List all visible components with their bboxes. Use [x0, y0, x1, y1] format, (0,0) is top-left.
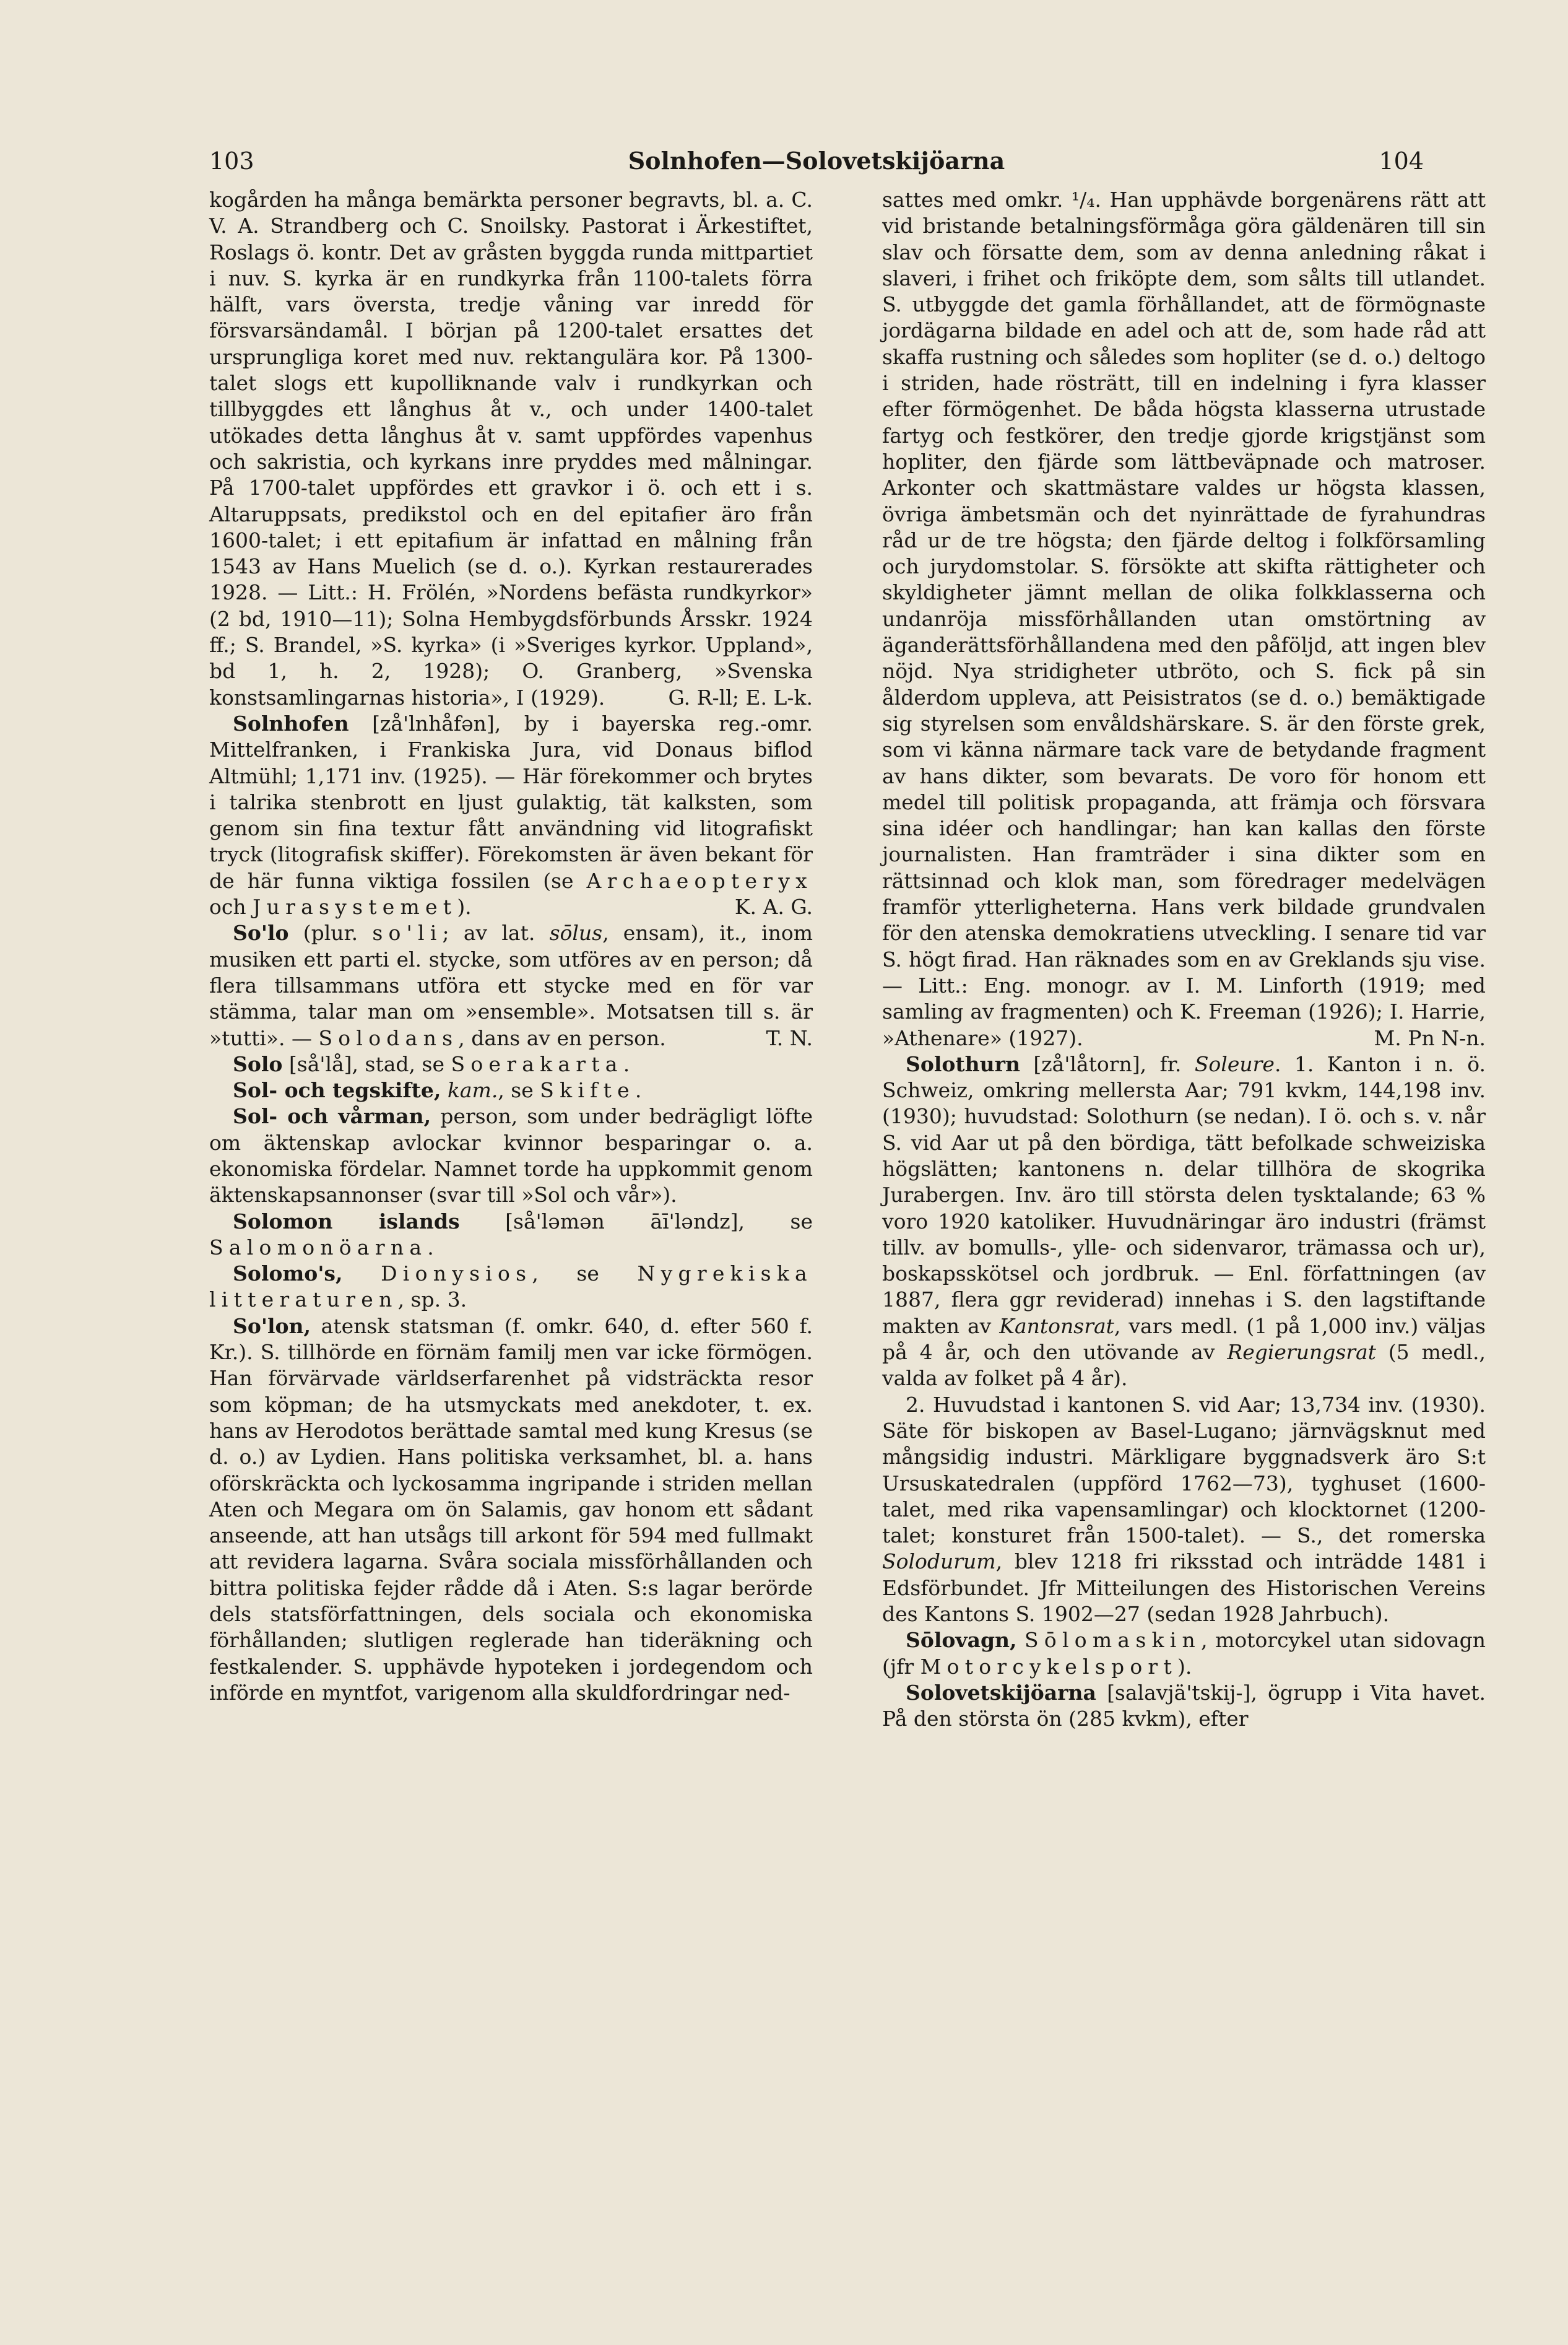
- entry-solon: [209, 1313, 813, 1706]
- solo-text4: , dans av en person.: [458, 1025, 666, 1050]
- solothurn-solodurum: Solodurum: [882, 1549, 996, 1574]
- headword-sol-och-varman: Sol- och vårman,: [233, 1104, 431, 1129]
- solnhofen-end: ).: [457, 895, 472, 920]
- solothurn-text2: . 1. Kanton i n. ö. Schweiz, omkring mellersta Aar; 791 kvkm, 144,198 inv. (1930); huvudstad: Solothurn (se nedan). I ö. och s. v. når S. vid Aar ut på den bördiga, tätt befolkade schweiziska högslätten; kantonens n. delar tillhöra de skogrika Jurabergen. Inv. äro till största delen tysktalande; 63 % voro 1920 katoliker. Huvudnäringar äro industri (främst tillv. av bomulls-, ylle- och sidenvaror, trämassa och ur), boskapsskötsel och jordbruk. — Enl. författningen (av 1887, flera ggr reviderad) innehas i S. den lagstiftande makten av: [882, 1051, 1486, 1338]
- solo-plural: so'li: [372, 921, 443, 946]
- solovagn-text: , motorcykel utan sidovagn (jfr: [882, 1628, 1486, 1679]
- entry-solna-continuation: [209, 187, 813, 711]
- solna-signature: G. R-ll; E. L-k.: [668, 685, 813, 710]
- headword-solomon-islands: Solomon islands: [233, 1209, 460, 1233]
- solothurn-text1: [zå'låtorn], fr.: [1033, 1051, 1182, 1076]
- solothurn-soleure: Soleure: [1194, 1051, 1275, 1076]
- entry-solon-continuation: [882, 187, 1486, 1051]
- solo-city-text: [så'lå], stad, se: [288, 1051, 444, 1076]
- ref-skifte: Skifte: [540, 1078, 635, 1103]
- headword-solon: So'lon,: [233, 1313, 311, 1338]
- solomon-end: .: [427, 1235, 434, 1260]
- ref-motorcykelsport: Motorcykelsport: [920, 1654, 1177, 1679]
- solteg-end: .: [635, 1078, 642, 1103]
- headword-solomos: Solomo's,: [233, 1261, 343, 1286]
- ref-salomonoarna: Salomonöarna: [209, 1235, 428, 1260]
- solo-text3: , ensam), it., inom musiken ett parti el. stycke, som utföres av en person; då flera tillsammans utföra ett stycke med en för var stämma, talar man om »ensemble». Motsatsen till s. är »tutti». —: [209, 921, 813, 1050]
- solothurn-text4: (5 medl., valda av folket på 4 år).: [882, 1340, 1486, 1391]
- running-title: Solnhofen—Solovetskijöarna: [628, 147, 1005, 175]
- right-column: [882, 187, 1486, 1733]
- solothurn-regierungsrat: Regierungsrat: [1227, 1340, 1376, 1365]
- ref-solomaskin: Sōlomaskin: [1024, 1628, 1202, 1653]
- left-column: [209, 187, 813, 1706]
- ref-solodans: Solodans: [318, 1025, 459, 1050]
- ref-dionysios: Dionysios: [381, 1261, 532, 1286]
- entry-solomon-islands: [209, 1209, 813, 1261]
- headword-solo: So'lo: [233, 921, 289, 946]
- headword-solovagn: Sōlovagn,: [906, 1628, 1017, 1653]
- solothurn-city-text1: 2. Huvudstad i kantonen S. vid Aar; 13,734 inv. (1930). Säte för biskopen av Basel-Lugano; järnvägsknut med mångsidig industri. Märkligare byggnadsverk äro S:t Ursuskatedralen (uppförd 1762—73), tyghuset (1600-talet, med rika vapensamlingar) och klocktornet (1200-talet; konsturet från 1500-talet). — S., det romerska: [882, 1392, 1486, 1548]
- entry-solnhofen: [209, 711, 813, 920]
- solon-continuation-text: sattes med omkr. ¹/₄. Han upphävde borgenärens rätt att vid bristande betalningsförmåga göra gäldenären till sin slav och försatte dem, som av denna anledning råkat i slaveri, i frihet och friköpte dem, som sålts till utlandet. S. utbyggde det gamla förhållandet, att de förmögnaste jordägarna bildade en adel och att de, som hade råd att skaffa rustning och således som hopliter (se d. o.) deltogo i striden, hade rösträtt, till en indelning i fyra klasser efter förmögenhet. De båda högsta klasserna utrustade fartyg och festkörer, den tredje gjorde krigstjänst som hopliter, den fjärde som lättbeväpnade och matroser. Arkonter och skattmästare valdes ur högsta klassen, övriga ämbetsmän och det nyinrättade de fyrahundras råd ur de tre högsta; den fjärde deltog i folkförsamling och jurydomstolar. S. försökte att skifta rättigheter och skyldigheter jämnt mellan de olika folkklasserna och undanröja missförhållanden utan omstörtning av äganderättsförhållandena med den påföljd, att ingen blev nöjd. Nya stridigheter utbröto, och S. fick på sin ålderdom uppleva, att Peisistratos (se d. o.) bemäktigade sig styrelsen som envåldshärskare. S. är den förste grek, som vi känna närmare tack vare de betydande fragment av hans dikter, som bevarats. De voro för honom ett medel till politisk propaganda, att främja och försvara sina idéer och handlingar; han kan kallas den förste journalisten. Han framträder i sina dikter som en rättsinnad och klok man, som föredrager medelvägen framför ytterligheterna. Hans verk bildade grundvalen för den atenska demokratiens utveckling. I senare tid var S. högt firad. Han räknades som en av Greklands sju vise. — Litt.: Eng. monogr. av I. M. Linforth (1919; med samling av fragmenten) och K. Freeman (1926); I. Harrie, »Athenare» (1927).: [882, 188, 1486, 1050]
- solovagn-end: ).: [1177, 1654, 1192, 1679]
- entry-solothurn: [882, 1051, 1486, 1392]
- headword-solnhofen: Solnhofen: [233, 711, 349, 736]
- solo-latin: sōlus: [549, 921, 603, 946]
- solomos-end: , sp. 3.: [397, 1287, 467, 1312]
- entry-sol-och-varman: [209, 1103, 813, 1208]
- solothurn-kantonsrat: Kantonsrat: [999, 1313, 1114, 1338]
- entry-solovetskijoarna: [882, 1680, 1486, 1733]
- ref-archaeopteryx: Archaeopteryx: [586, 868, 813, 893]
- solovetskij-text: [salavjä'tskij-], ögrupp i Vita havet. På den största ön (285 kvkm), efter: [882, 1680, 1486, 1731]
- headword-solothurn: Solothurn: [906, 1051, 1020, 1076]
- entry-solomos: [209, 1261, 813, 1313]
- ref-jurasystemet: Jurasystemet: [253, 895, 457, 920]
- solon-signature: M. Pn N-n.: [1374, 1025, 1486, 1050]
- ref-soerakarta: Soerakarta: [451, 1051, 623, 1076]
- solo-city-end: .: [623, 1051, 630, 1076]
- solo-text1: (plur.: [303, 921, 358, 946]
- entry-solo-music: [209, 920, 813, 1051]
- ref-nygrekiska: Nygrekiska litteraturen: [209, 1261, 813, 1312]
- page-header: [209, 144, 1424, 181]
- entry-solothurn-city: [882, 1392, 1486, 1628]
- solnhofen-och: och: [209, 895, 246, 920]
- left-page-number: 103: [209, 147, 254, 175]
- solvar-text: person, som under bedrägligt löfte om äktenskap avlockar kvinnor besparingar o. a. ekonomiska fördelar. Namnet torde ha uppkommit genom äktenskapsannonser (svar till »Sol och vår»).: [209, 1104, 813, 1207]
- entry-solo-city: [209, 1051, 813, 1077]
- headword-solovetskijoarna: Solovetskijöarna: [906, 1680, 1096, 1705]
- solomon-text: [så'ləmən āī'ləndz], se: [505, 1209, 813, 1233]
- headword-sol-och-tegskifte: Sol- och tegskifte,: [233, 1078, 441, 1103]
- solothurn-text3: , vars medl. (1 på 1,000 inv.) väljas på 4 år, och den utövande av: [882, 1313, 1486, 1365]
- entry-sol-och-tegskifte: [209, 1077, 813, 1103]
- solo-signature: T. N.: [766, 1025, 813, 1050]
- right-page-number: 104: [1379, 147, 1424, 175]
- solnhofen-signature: K. A. G.: [734, 895, 813, 920]
- solteg-text: , se: [498, 1078, 534, 1103]
- entry-solovagn: [882, 1627, 1486, 1680]
- solon-text: atensk statsman (f. omkr. 640, d. efter 560 f. Kr.). S. tillhörde en förnäm familj men var icke förmögen. Han förvärvade världserfarenhet på vidsträckta resor som köpman; de ha utsmyckats med anekdoter, t. ex. hans av Herodotos berättade samtal med kung Kresus (se d. o.) av Lydien. Hans politiska verksamhet, bl. a. hans oförskräckta och lyckosamma ingripande i striden mellan Aten och Megara om ön Salamis, gav honom ett sådant anseende, att han utsågs till arkont för 594 med fullmakt att revidera lagarna. Svåra sociala missförhållanden och bittra politiska fejder rådde då i Aten. S:s lagar berörde dels statsförfattningen, dels sociala och ekonomiska förhållanden; slutligen reglerade han tideräkning och festkalender. S. upphävde hypoteken i jordegendom och införde en myntfot, varigenom alla skuldfordringar ned-: [209, 1313, 813, 1705]
- solo-text2: ; av lat.: [442, 921, 535, 946]
- solnhofen-text: [zå'lnhåfən], by i bayerska reg.-omr. Mittelfranken, i Frankiska Jura, vid Donaus biflod Altmühl; 1,171 inv. (1925). — Här förekommer och brytes i talrika stenbrott en ljust gulaktig, tät kalksten, som genom sin fina textur fått användning vid litografiskt tryck (litografisk skiffer). Förekomsten är även bekant för de här funna viktiga fossilen (se: [209, 711, 813, 893]
- solothurn-city-text2: , blev 1218 fri riksstad och inträdde 1481 i Edsförbundet. Jfr Mitteilungen des Historischen Vereins des Kantons S. 1902—27 (sedan 1928 Jahrbuch).: [882, 1549, 1486, 1627]
- solomos-text: , se: [532, 1261, 599, 1286]
- headword-solo-city: Solo: [233, 1051, 283, 1076]
- solna-text: kogården ha många bemärkta personer begravts, bl. a. C. V. A. Strandberg och C. Snoilsky. Pastorat i Ärkestiftet, Roslags ö. kontr. Det av gråsten byggda runda mittpartiet i nuv. S. kyrka är en rundkyrka från 1100-talets förra hälft, vars översta, tredje våning var inredd för försvarsändamål. I början på 1200-talet ersattes det ursprungliga koret med nuv. rektangulära kor. På 1300-talet slogs ett kupolliknande valv i rundkyrkan och tillbyggdes ett långhus åt v., och under 1400-talet utökades detta långhus åt v. samt uppfördes vapenhus och sakristia, och kyrkans inre pryddes med målningar. På 1700-talet uppfördes ett gravkor i ö. och ett i s. Altaruppsats, predikstol och en del epitafier äro från 1600-talet; i ett epitafium är infattad en målning från 1543 av Hans Muelich (se d. o.). Kyrkan restaurerades 1928. — Litt.: H. Frölén, »Nordens befästa rundkyrkor» (2 bd, 1910—11); Solna Hembygdsförbunds Årsskr. 1924 ff.; S. Brandel, »S. kyrka» (i »Sveriges kyrkor. Uppland», bd 1, h. 2, 1928); O. Granberg, »Svenska konstsamlingarnas historia», I (1929).: [209, 188, 813, 710]
- solteg-abbrev: kam.: [447, 1078, 498, 1103]
